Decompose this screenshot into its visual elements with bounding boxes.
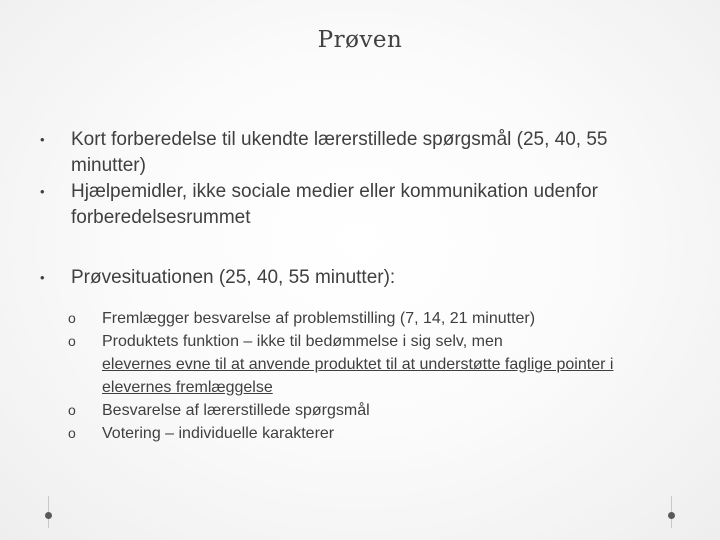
slide-content: [34, 127, 684, 445]
sub-bullet-item: [64, 399, 684, 422]
sub-bullet-list: [64, 307, 684, 445]
bullet-text: Hjælpemidler, ikke sociale medier eller kommunikation udenfor forberedelsesrummet: [71, 181, 598, 228]
corner-dot-icon: [45, 512, 52, 519]
sub-bullet-text: Produktets funktion – ikke til bedømmelse i sig selv, men: [102, 333, 503, 350]
circle-bullet-icon: o: [68, 425, 76, 441]
bullet-text: Kort forberedelse til ukendte lærerstillede spørgsmål (25, 40, 55 minutter): [71, 129, 608, 176]
sub-bullet-text: Votering – individuelle karakterer: [102, 425, 335, 442]
bullet-text: Prøvesituationen (25, 40, 55 minutter):: [71, 267, 396, 288]
sub-bullet-item: [64, 307, 684, 330]
sub-bullet-continuation: elevernes evne til at anvende produktet til at understøtte faglige pointer i elevernes fremlæggelse: [102, 356, 614, 396]
bullet-icon: •: [40, 270, 45, 285]
circle-bullet-icon: o: [68, 402, 76, 418]
bullet-item: [34, 265, 684, 291]
sub-bullet-text: Besvarelse af lærerstillede spørgsmål: [102, 402, 370, 419]
bullet-item: [34, 127, 684, 179]
circle-bullet-icon: o: [68, 333, 76, 349]
corner-dot-icon: [668, 512, 675, 519]
spacer: [34, 231, 684, 265]
slide-title: Prøven: [317, 27, 403, 53]
bullet-icon: •: [40, 184, 45, 199]
sub-bullet-item: [64, 330, 684, 399]
sub-bullet-item: [64, 422, 684, 445]
bullet-item: [34, 179, 684, 231]
sub-bullet-text: Fremlægger besvarelse af problemstilling (7, 14, 21 minutter): [102, 310, 536, 327]
circle-bullet-icon: o: [68, 310, 76, 326]
bullet-icon: •: [40, 132, 45, 147]
